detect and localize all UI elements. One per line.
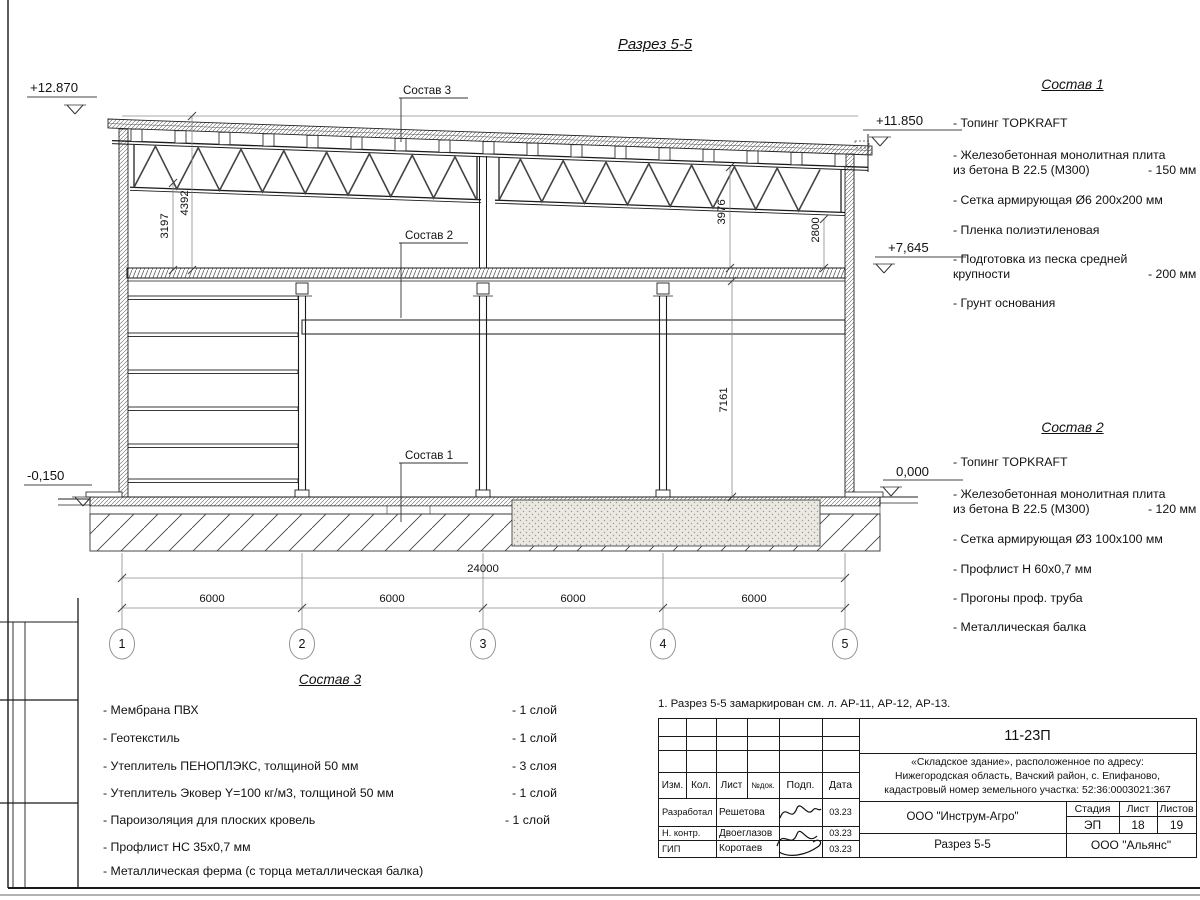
sheet-header: Лист (1126, 802, 1150, 815)
dim-7161: 7161 (718, 387, 730, 413)
sostav1-item: - Топинг TOPKRAFT (953, 116, 1068, 130)
col-header-podp: Подп. (786, 779, 815, 791)
upper-column-axis3 (480, 156, 487, 268)
purlin (527, 143, 538, 155)
row2-role: Н. контр. (662, 828, 701, 838)
shelf-line (128, 370, 298, 374)
sostav2-item: - Профлист Н 60х0,7 мм (953, 562, 1092, 576)
sostav3-item-note: - 3 слоя (512, 759, 557, 773)
col-header-ndok: №док. (751, 780, 775, 790)
purlin (263, 134, 274, 146)
object-line2: Нижегородская область, Вачский район, с. Епифаново, (895, 771, 1160, 782)
sostav3-item: - Профлист НС 35х0,7 мм (103, 840, 251, 854)
purlin (131, 129, 142, 141)
stage-header: Стадия (1074, 802, 1111, 815)
rack-shelves (128, 296, 298, 483)
axis-number-5: 5 (841, 637, 849, 651)
axis-number-1: 1 (118, 637, 126, 651)
purlin (219, 132, 230, 144)
sostav1-item: - Подготовка из песка средней (953, 252, 1128, 266)
elevation-top-left: +12.870 (30, 80, 79, 95)
object-line3: кадастровый номер земельного участка: 52:36:0003021:367 (884, 785, 1171, 796)
purlin (395, 139, 406, 151)
purlin (483, 142, 494, 154)
column-base (656, 490, 670, 497)
sostav2-item: - Топинг TOPKRAFT (953, 455, 1068, 469)
row3-date: 03.23 (829, 843, 852, 854)
dim-3976: 3976 (716, 199, 728, 225)
sostav1-item-note: - 150 мм (1148, 163, 1197, 177)
signature-1 (777, 798, 823, 826)
walls (119, 129, 868, 497)
callout-sostav3: Состав 3 (403, 84, 452, 97)
purlin (703, 149, 714, 161)
purlin (835, 154, 846, 166)
sheet-name: Разрез 5-5 (934, 839, 991, 851)
sostav2-title: Состав 2 (1041, 420, 1104, 435)
company-name: ООО "Альянс" (1090, 838, 1172, 852)
ground-slab (58, 492, 918, 551)
row3-name: Коротаев (719, 843, 763, 854)
left-wall (119, 129, 128, 497)
dim-bay-3: 6000 (560, 593, 586, 605)
axis-number-4: 4 (659, 637, 667, 651)
purlin (791, 152, 802, 164)
purlin (351, 137, 362, 149)
purlin (615, 146, 626, 158)
sostav1-item: - Железобетонная монолитная плита (953, 148, 1166, 162)
sheets-header: Листов (1159, 802, 1194, 815)
sostav2-item-note: - 120 мм (1148, 502, 1197, 516)
sostav1-item: крупности (953, 267, 1011, 281)
column-cap (477, 283, 489, 294)
shelf-line (128, 407, 298, 411)
row2-date: 03.23 (829, 828, 852, 838)
row1-role: Разработал (662, 807, 713, 817)
elevation-arrow (67, 105, 75, 114)
column-base (476, 490, 490, 497)
col-header-data: Дата (828, 779, 853, 791)
sostav1-item-note: - 200 мм (1148, 267, 1197, 281)
sostav1-item: - Грунт основания (953, 296, 1056, 310)
dim-total-24000: 24000 (467, 563, 499, 575)
column-cap (657, 283, 669, 294)
callout-sostav2: Состав 2 (405, 229, 454, 242)
purlin (659, 148, 670, 160)
speckled-fill-block (512, 500, 820, 546)
purlin (747, 151, 758, 163)
sheets-value: 19 (1169, 817, 1184, 832)
floor-deck (127, 268, 845, 281)
elevation-arrow (872, 137, 880, 146)
elevation-arrow (75, 105, 83, 114)
shelf-line (128, 296, 298, 300)
elevation-arrow (883, 487, 891, 496)
dim-bay-4: 6000 (741, 593, 767, 605)
elevation-arrow (876, 264, 884, 273)
page-title: Разрез 5-5 (617, 36, 693, 53)
col-header-list: Лист (720, 779, 743, 791)
sostav3-item-note: - 1 слой (512, 703, 557, 717)
object-description (864, 756, 1191, 798)
shelf-line (128, 333, 298, 337)
shelf-line (128, 444, 298, 448)
row3-role: ГИП (662, 843, 681, 854)
purlin (307, 135, 318, 147)
sostav3-item: - Геотекстиль (103, 731, 180, 745)
sheet-note: 1. Разрез 5-5 замаркирован см. л. АР-11, АР-12, АР-13. (658, 698, 951, 710)
sostav1-item: - Пленка полиэтиленовая (953, 223, 1100, 237)
col-header-izm: Изм. (661, 779, 684, 791)
sostav3-item-note: - 1 слой (512, 731, 557, 745)
sostav1-item: из бетона В 22.5 (М300) (953, 163, 1090, 177)
row2-name: Двоеглазов (719, 827, 773, 839)
sostav3-item: - Утеплитель Эковер Y=100 кг/м3, толщиной 50 мм (103, 786, 394, 800)
purlin (175, 131, 186, 143)
sostav2-item: - Прогоны проф. труба (953, 591, 1083, 605)
right-wall (845, 154, 854, 497)
elevation-mid-right: +7,645 (888, 240, 929, 255)
document-number: 11-23П (1004, 728, 1051, 744)
dim-4392: 4392 (179, 190, 191, 216)
dim-bay-1: 6000 (199, 593, 225, 605)
sostav3-item: - Утеплитель ПЕНОПЛЭКС, толщиной 50 мм (103, 759, 359, 773)
column-cap (296, 283, 308, 294)
elevation-top-right: +11.850 (876, 113, 924, 128)
col-header-kol: Кол. (691, 779, 711, 791)
sostav2-item: из бетона В 22.5 (М300) (953, 502, 1090, 516)
elevation-zero-right: 0,000 (896, 464, 930, 479)
axis-number-2: 2 (298, 637, 306, 651)
dim-3197: 3197 (159, 213, 171, 239)
row1-date: 03.23 (829, 807, 852, 817)
row1-name: Решетова (719, 806, 765, 818)
stage-value: ЭП (1083, 817, 1102, 832)
sostav3-title: Состав 3 (298, 672, 362, 687)
sostav1-item: - Сетка армирующая Ø6 200х200 мм (953, 193, 1163, 207)
sostav3-item-note: - 1 слой (512, 786, 557, 800)
axis-number-3: 3 (479, 637, 487, 651)
dim-bay-2: 6000 (379, 593, 405, 605)
sostav1-panel (945, 75, 1200, 325)
sostav2-item: - Металлическая балка (953, 620, 1087, 634)
purlin (439, 140, 450, 152)
elevation-arrow (891, 487, 899, 496)
dim-2800: 2800 (810, 217, 822, 243)
sostav2-item: - Железобетонная монолитная плита (953, 487, 1166, 501)
sostav2-panel (945, 418, 1200, 643)
sheet-value: 18 (1131, 817, 1145, 832)
title-block (658, 718, 1197, 858)
sostav3-item-note: - 1 слой (505, 813, 550, 827)
elevation-bottom-left: -0,150 (27, 468, 65, 483)
sostav2-item: - Сетка армирующая Ø3 100х100 мм (953, 532, 1163, 546)
elevation-arrow (884, 264, 892, 273)
sostav1-title: Состав 1 (1041, 77, 1104, 92)
mid-beam (302, 320, 845, 334)
design-org: ООО "Инструм-Агро" (906, 811, 1019, 823)
sostav3-item: - Пароизоляция для плоских кровель (103, 813, 316, 827)
column-base (295, 490, 309, 497)
shelf-line (128, 479, 298, 483)
sostav3-item: - Металлическая ферма (с торца металлическая балка) (103, 864, 424, 878)
callout-sostav1: Состав 1 (405, 449, 454, 462)
lower-columns (292, 283, 673, 497)
sostav3-panel (95, 670, 565, 885)
purlin (571, 145, 582, 157)
object-line1: «Складское здание», расположенное по адресу: (911, 757, 1144, 768)
sostav3-item: - Мембрана ПВХ (103, 703, 199, 717)
elevation-arrow (880, 137, 888, 146)
